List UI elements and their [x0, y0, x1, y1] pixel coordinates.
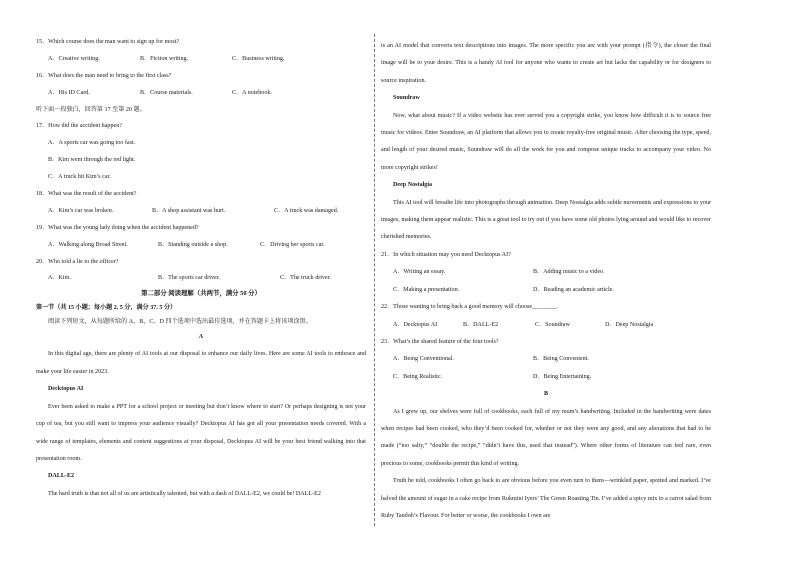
right-column — [381, 38, 711, 525]
question-20-options — [48, 274, 366, 283]
passage-b-label: B — [543, 391, 549, 398]
question-15-options — [48, 55, 366, 64]
option: A．Being Conventional. — [393, 356, 454, 363]
option: A．Kim. — [48, 275, 71, 282]
option: A．A sports car was going too fast. — [48, 140, 136, 147]
question-21-options-row-1 — [393, 264, 711, 281]
soundraw-heading: Soundraw — [393, 95, 420, 102]
option: C．Driving her sports car. — [260, 241, 325, 248]
option: B．Fiction writing. — [140, 55, 189, 62]
question-17-stem: 17．How did the accident happen? — [36, 123, 122, 130]
question-23-stem: 23．What’s the shared feature of the four tools? — [381, 338, 499, 345]
option: D．Being Entertaining. — [533, 373, 592, 380]
question-22-stem: 22．Those wanting to bring back a good memory will choose________. — [381, 304, 559, 311]
deep-nostalgia-text: This AI tool will breathe life into photographs through animation. Deep Nostalgia adds subtle movements and expressions to your images, making them appear realistic. This is a great tool to try out if you have some old photos lying around and would like to recover cherished memories. — [381, 199, 711, 241]
passage-b-paragraph-2: Truth be told, cookbooks I often go back to are obvious before you even turn to them—wrinkled paper, spotted and marked. I’ve halved the amount of sugar in a cake recipe from Rukmini Iyers’ The Green Roasting Tin. I’ve added a spicy mix to a carrot salad from Ruby Tandoh’s Flavour. For better or worse, the cookbooks I own are — [381, 478, 711, 519]
passage-b-paragraph-1: As I grew up, our shelves were full of cookbooks, each full of my mum’s handwriting. Included in the handwriting were dates when recipes had been cooked, who they’d been cooked for, whether or not they were any good, and any alterations that had to be made (“too salty,” “double the recipe,” “didn’t have this, used that instead”). Where other forms of literature can feel rare, even precious to some, cookbooks permit this kind of writing. — [381, 408, 711, 467]
column-divider — [374, 34, 375, 526]
instruction-17-20: 听下面一段独白，回答第 17 至第 20 题。 — [36, 106, 146, 113]
question-22-options — [393, 317, 711, 334]
question-16-stem: 16．What does the man need to bring to the first class? — [36, 72, 172, 79]
option: B．A shop assistant was hurt. — [152, 207, 226, 214]
option: B．DALL-E2 — [463, 321, 499, 328]
option: C．Making a presentation. — [393, 286, 460, 293]
question-18-options — [48, 207, 366, 216]
option: C．The truck driver. — [280, 275, 331, 282]
passage-a-label: A — [198, 334, 204, 341]
option: B．The sports car driver. — [158, 275, 220, 282]
deep-nostalgia-heading: Deep Nostalgia — [393, 182, 433, 189]
option: C．Being Realistic. — [393, 373, 443, 380]
option: B．Course materials. — [140, 89, 193, 96]
option: C．Soundraw — [535, 321, 570, 328]
dalle-text-end: is an AI model that converts text descriptions into images. The more specific you are with your prompt (指令), the closer the final image will be to your desire. This is a handy AI tool for anyone who wants to create art but lacks the capability or for designers to source inspiration. — [381, 43, 711, 84]
option: B．Being Convenient. — [533, 356, 589, 363]
option: A．Creative writing. — [48, 55, 100, 62]
decktopus-heading: Decktopus AI — [48, 386, 84, 393]
option: A．Kim’s car was broken. — [48, 207, 114, 214]
decktopus-text: Ever been asked to make a PPT for a school project or meeting but don’t know where to start? Or perhaps designing is not your cup of tea, but you still want to impress your audience visually? Decktopus AI has got all your presentation needs covered. With a wide range of templates, elements and content suggestions at your disposal, Decktopus AI will be your best friend walking into that presentation room. — [36, 403, 366, 462]
option: C．A truck was damaged. — [274, 207, 339, 214]
option: A．Writing an essay. — [393, 269, 446, 276]
option: B．Adding music to a video. — [533, 269, 605, 276]
section-one-instruction: 阅读下列短文，从每题所给的 A、B、C、D 四个选项中选出最佳选项，并在答题卡上将该项涂黑。 — [48, 319, 312, 326]
option: C．A notebook. — [232, 89, 272, 96]
option: A．Decktopus AI — [393, 321, 438, 328]
question-21-options-row-2 — [393, 282, 711, 299]
option: D．Reading an academic article. — [533, 286, 614, 293]
option: C．A truck hit Kim’s car. — [48, 174, 111, 181]
question-19-stem: 19．What was the young lady doing when the accident happened? — [36, 224, 199, 231]
passage-a-intro: In this digital age, there are plenty of AI tools at our disposal to enhance our daily lives. Here are some AI tools to embrace and make your life easier in 2023. — [36, 351, 366, 375]
question-19-options — [48, 241, 366, 250]
question-20-stem: 20．Who told a lie to the officer? — [36, 258, 119, 265]
option: C．Business writing. — [232, 55, 285, 62]
dalle-text-start: The hard truth is that not all of us are artistically talented, but with a dash of DALL-E2, we could be! DALL-E2 — [48, 490, 321, 497]
question-16-options — [48, 89, 366, 98]
part-two-title: 第二部分 阅读理解（共两节，满分 50 分） — [141, 290, 261, 298]
soundraw-text: Now, what about music? If a video website has ever served you a copyright strike, you know how difficult it is to source free music for videos. Enter Soundraw, an AI platform that allows you to create royalty-free original music. After choosing the type, speed, and length of your desired music, Soundraw will do all the work for you and compose unique tracks to accompany your video. No more copyright strikes! — [381, 112, 711, 171]
option: A．His ID Card. — [48, 89, 90, 96]
option: B．Standing outside a shop. — [158, 241, 228, 248]
option: B．Kim went through the red light. — [48, 157, 136, 164]
question-23-options-row-1 — [393, 351, 711, 368]
option: A．Walking along Broad Street. — [48, 241, 128, 248]
question-21-stem: 21．In which situation may you need Decktopus AI? — [381, 251, 511, 258]
question-23-options-row-2 — [393, 369, 711, 386]
section-one-title: 第一节（共 15 小题；每小题 2. 5 分，满分 37. 5 分） — [36, 305, 177, 312]
question-18-stem: 18．What was the result of the accident? — [36, 191, 137, 198]
left-column — [36, 38, 366, 503]
question-15-stem: 15．Which course does the man want to sign up for most? — [36, 39, 180, 45]
option: D．Deep Nostalgia — [605, 321, 654, 328]
dalle-heading: DALL-E2 — [48, 473, 75, 480]
